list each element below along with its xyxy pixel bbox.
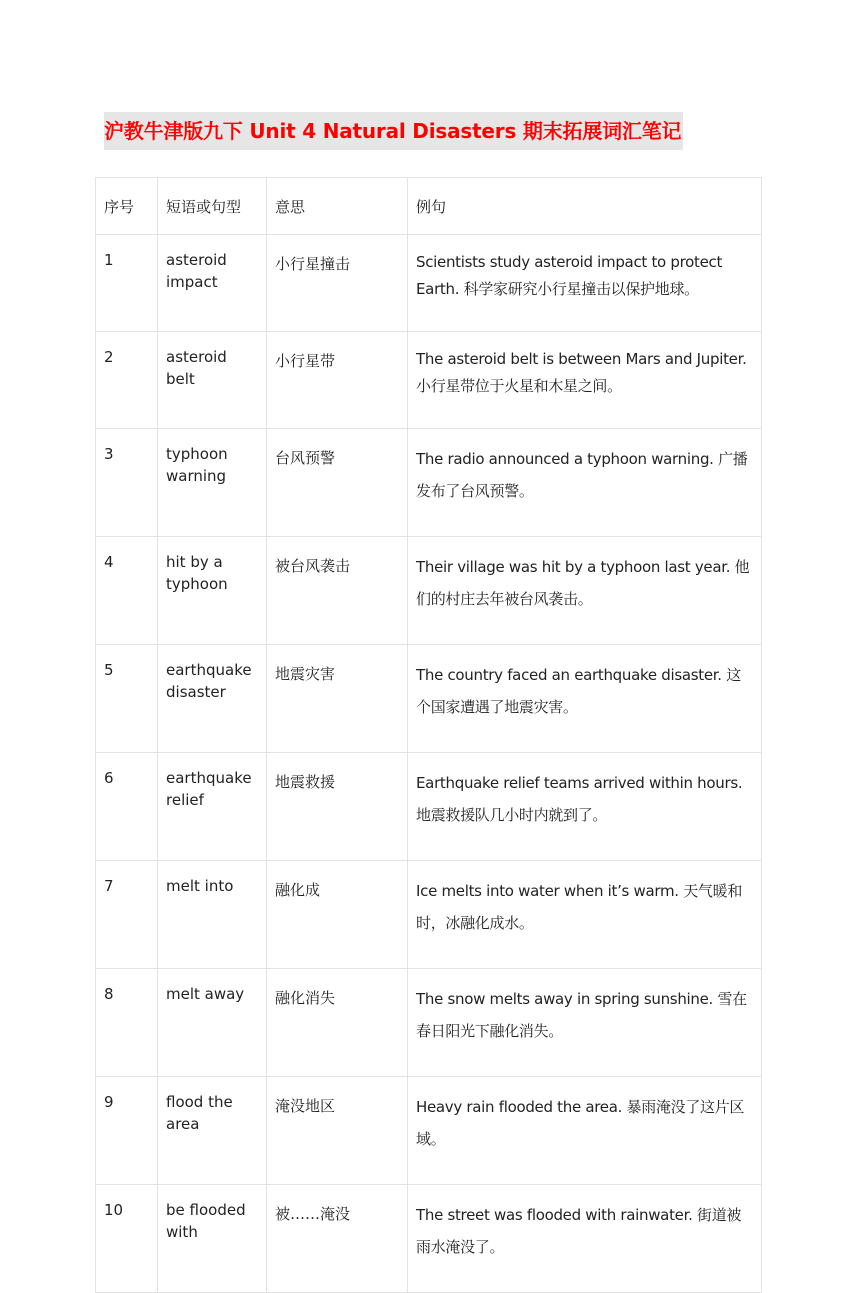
table-row [96,645,762,753]
table-row [96,861,762,969]
row-meaning: 被……淹没 [267,1185,408,1293]
row-example: The country faced an earthquake disaster. 这个国家遭遇了地震灾害。 [408,645,762,753]
row-number: 2 [96,332,158,429]
row-phrase: asteroid belt [158,332,267,429]
row-example: Heavy rain flooded the area. 暴雨淹没了这片区域。 [408,1077,762,1185]
row-example: The radio announced a typhoon warning. 广播发布了台风预警。 [408,429,762,537]
row-phrase: flood the area [158,1077,267,1185]
row-meaning: 小行星带 [267,332,408,429]
vocabulary-table [95,177,762,1293]
row-example: Ice melts into water when it’s warm. 天气暖和时，冰融化成水。 [408,861,762,969]
row-number: 7 [96,861,158,969]
row-meaning: 淹没地区 [267,1077,408,1185]
row-example: The snow melts away in spring sunshine. 雪在春日阳光下融化消失。 [408,969,762,1077]
table-row [96,969,762,1077]
row-example: The asteroid belt is between Mars and Jupiter. 小行星带位于火星和木星之间。 [408,332,762,429]
table-row [96,1185,762,1293]
row-number: 4 [96,537,158,645]
table-row [96,429,762,537]
row-phrase: typhoon warning [158,429,267,537]
row-meaning: 小行星撞击 [267,235,408,332]
row-phrase: hit by a typhoon [158,537,267,645]
row-phrase: earthquake disaster [158,645,267,753]
row-example: Their village was hit by a typhoon last year. 他们的村庄去年被台风袭击。 [408,537,762,645]
row-number: 9 [96,1077,158,1185]
row-meaning: 融化消失 [267,969,408,1077]
row-phrase: earthquake relief [158,753,267,861]
row-meaning: 融化成 [267,861,408,969]
table-header-row [96,178,762,235]
row-meaning: 地震救援 [267,753,408,861]
row-number: 6 [96,753,158,861]
row-example: The street was flooded with rainwater. 街道被雨水淹没了。 [408,1185,762,1293]
table-row [96,753,762,861]
header-number: 序号 [96,178,158,235]
table-row [96,1077,762,1185]
table-row [96,235,762,332]
row-phrase: melt away [158,969,267,1077]
row-number: 10 [96,1185,158,1293]
row-number: 1 [96,235,158,332]
row-phrase: asteroid impact [158,235,267,332]
row-meaning: 被台风袭击 [267,537,408,645]
table-row [96,332,762,429]
row-number: 5 [96,645,158,753]
row-example: Earthquake relief teams arrived within hours. 地震救援队几小时内就到了。 [408,753,762,861]
row-phrase: melt into [158,861,267,969]
row-example: Scientists study asteroid impact to protect Earth. 科学家研究小行星撞击以保护地球。 [408,235,762,332]
document-title: 沪教牛津版九下 Unit 4 Natural Disasters 期末拓展词汇笔记 [104,112,683,150]
header-example: 例句 [408,178,762,235]
row-phrase: be flooded with [158,1185,267,1293]
header-meaning: 意思 [267,178,408,235]
row-number: 3 [96,429,158,537]
table-row [96,537,762,645]
header-phrase: 短语或句型 [158,178,267,235]
row-meaning: 台风预警 [267,429,408,537]
row-number: 8 [96,969,158,1077]
row-meaning: 地震灾害 [267,645,408,753]
